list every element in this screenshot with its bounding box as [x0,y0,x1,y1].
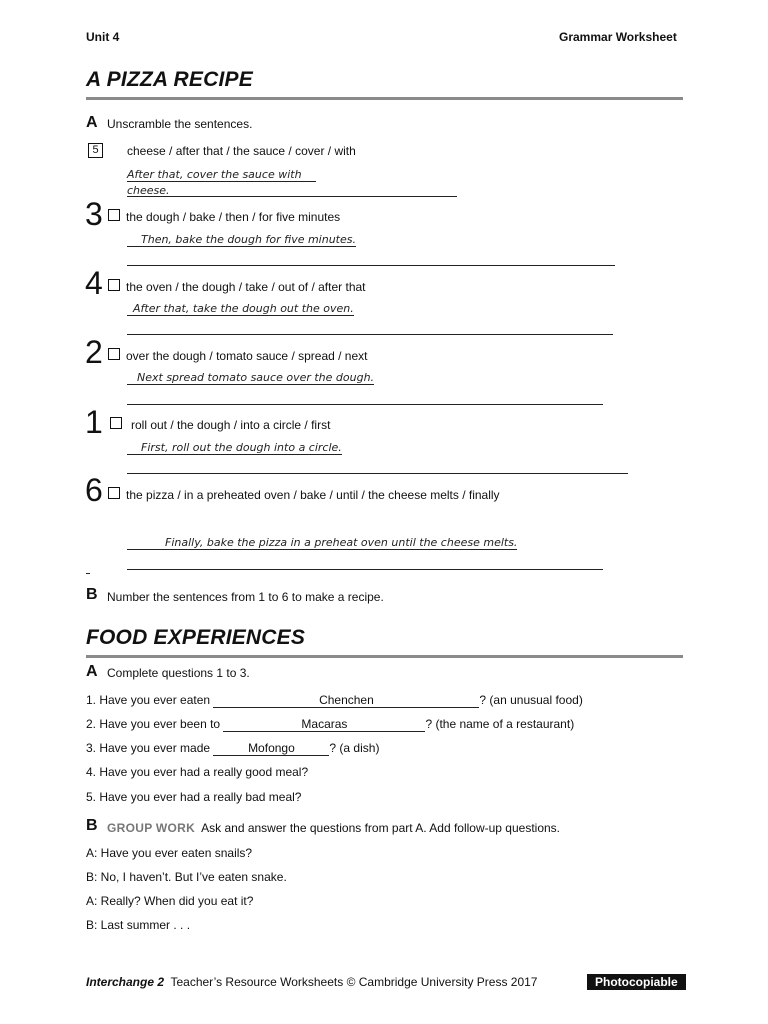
part-a-instruction: Unscramble the sentences. [107,117,253,131]
section-title-pizza: A PIZZA RECIPE [86,68,253,91]
answer-line [127,569,603,570]
item-prompt: the dough / bake / then / for five minutes [126,210,341,224]
answer-box[interactable] [110,417,122,429]
item-prompt: the pizza / in a preheated oven / bake / until / the cheese melts / finally [126,488,500,502]
dialogue-line: B: Last summer . . . [86,918,191,932]
question-5: 5. Have you ever had a really bad meal? [86,790,302,804]
answer-line [127,334,613,335]
question-prefix: 1. Have you ever eaten [86,693,211,707]
handwritten-answer: After that, take the dough out the oven. [127,302,354,316]
part-b-instruction: Number the sentences from 1 to 6 to make a recipe. [107,590,384,604]
question-answer[interactable]: Macaras [223,717,425,732]
answer-box[interactable] [108,209,120,221]
stray-mark [86,573,90,574]
part-b-instruction: Ask and answer the questions from part A. Add follow-up questions. [201,821,561,835]
question-2 [86,717,574,732]
part-a-instruction: Complete questions 1 to 3. [107,666,250,680]
handwritten-answer: Next spread tomato sauce over the dough. [127,371,374,385]
answer-box-number: 5 [88,143,103,158]
worksheet-type: Grammar Worksheet [559,30,677,44]
question-prefix: 3. Have you ever made [86,741,211,755]
handwritten-number: 4 [85,265,103,301]
dialogue-line: B: No, I haven’t. But I’ve eaten snake. [86,870,287,884]
answer-line [127,265,615,266]
answer-line [127,196,457,197]
question-suffix: ? (a dish) [329,741,380,755]
handwritten-number: 3 [85,196,103,232]
unit-label: Unit 4 [86,30,120,44]
question-answer[interactable]: Mofongo [213,741,329,756]
handwritten-number: 6 [85,472,103,508]
question-suffix: ? (the name of a restaurant) [425,717,575,731]
title-rule [86,97,683,100]
part-letter-a: A [86,663,98,680]
answer-box[interactable] [108,487,120,499]
part-letter-b: B [86,586,98,603]
handwritten-number: 1 [85,404,103,440]
footer [86,975,537,989]
dialogue-line: A: Have you ever eaten snails? [86,846,253,860]
handwritten-number: 2 [85,334,103,370]
part-letter-b: B [86,817,98,834]
handwritten-answer: After that, cover the sauce with [127,168,316,182]
photocopiable-badge: Photocopiable [587,974,686,990]
section-title-food: FOOD EXPERIENCES [86,626,306,649]
title-rule [86,655,683,658]
question-1 [86,693,583,708]
handwritten-answer: Then, bake the dough for five minutes. [127,233,356,247]
question-answer[interactable]: Chenchen [213,693,479,708]
handwritten-answer: First, roll out the dough into a circle. [127,441,342,455]
answer-box[interactable] [108,279,120,291]
handwritten-answer: Finally, bake the pizza in a preheat oven until the cheese melts. [127,536,517,550]
answer-line [127,404,603,405]
item-prompt: cheese / after that / the sauce / cover / with [127,144,356,158]
item-prompt: over the dough / tomato sauce / spread / next [126,349,368,363]
part-letter-a: A [86,114,98,131]
footer-brand: Interchange 2 [86,975,165,989]
group-work-label: GROUP WORK [107,821,196,835]
question-prefix: 2. Have you ever been to [86,717,221,731]
footer-text: Teacher’s Resource Worksheets © Cambridge University Press 2017 [170,975,538,989]
answer-box[interactable] [108,348,120,360]
question-4: 4. Have you ever had a really good meal? [86,765,309,779]
question-suffix: ? (an unusual food) [479,693,583,707]
item-prompt: roll out / the dough / into a circle / first [131,418,331,432]
dialogue-line: A: Really? When did you eat it? [86,894,254,908]
handwritten-answer-cont: cheese. [127,184,170,197]
answer-line [127,473,628,474]
item-prompt: the oven / the dough / take / out of / after that [126,280,366,294]
question-3 [86,741,379,756]
part-b-instruction-line [107,821,560,835]
